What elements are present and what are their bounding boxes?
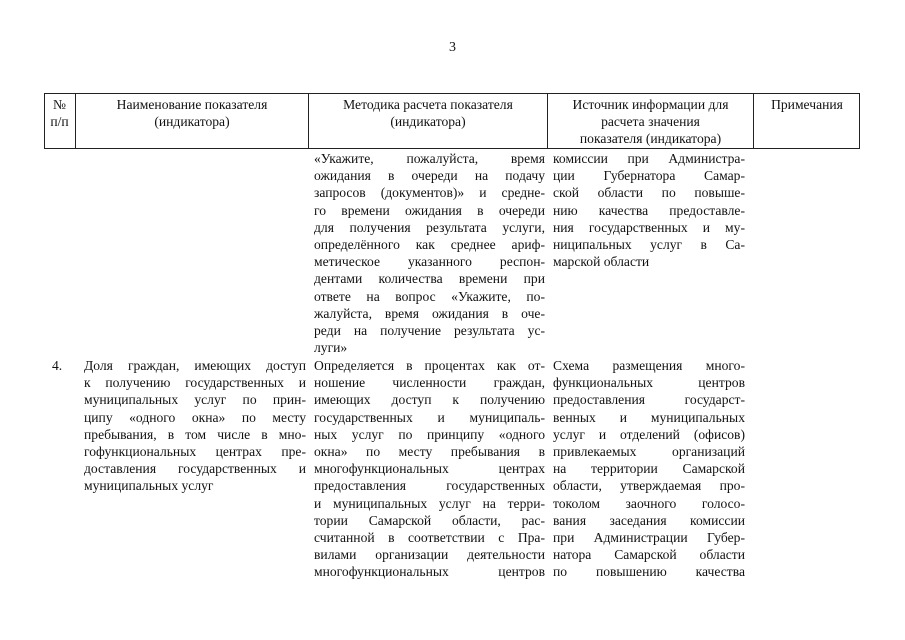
text-line: тории Самарской области, рас- [314,512,545,528]
header-indicator-name-line: Наименование показателя [116,97,268,112]
text-line: многофункциональных центров [314,564,545,580]
text-line: ношение численности граждан, [314,375,545,391]
header-number [44,93,76,148]
text-line: для получения результата услуги, [314,219,545,235]
text-line: предоставления государственных [314,478,545,494]
text-line: жалуйста, время ожидания в оче- [314,305,545,321]
text-line: ниципальных услуг в Са- [553,236,745,252]
header-source-line: показателя (индикатора) [579,131,722,146]
text-line: муниципальных услуг [84,478,214,494]
text-line: нию качества предоставле- [553,202,745,218]
text-line: го времени ожидания в очереди [314,202,545,218]
text-line: метическое указанного респон- [314,254,545,270]
text-line: ответе на вопрос «Укажите, по- [314,288,545,304]
header-source-line: расчета значения [601,114,700,129]
header-notes [754,93,860,148]
text-line: на территории Самарской [553,461,745,477]
text-line: ожидания в очереди на подачу [314,168,545,184]
header-number-line: № [53,97,66,112]
text-line: функциональных центров [553,375,745,391]
text-line: считанной в соответствии с Пра- [314,529,545,545]
text-line: имеющих доступ к получению [314,392,545,408]
continued-method-cell [314,150,545,356]
header-indicator-name-line: (индикатора) [154,114,230,129]
text-line: государственных и муниципаль- [314,409,545,425]
header-method-line: Методика расчета показателя [343,97,513,112]
text-line: реди на получение результата ус- [314,322,545,338]
text-line: вания заседания комиссии [553,512,745,528]
text-line: Схема размещения много- [553,358,745,373]
row4-method-cell [314,357,545,580]
row-number: 4. [52,358,63,373]
text-line: по повышению качества [553,564,745,580]
header-number-line: п/п [50,114,69,129]
text-line: запросов (документов)» и средне- [314,185,545,201]
text-line: токолом заочного голосо- [553,495,745,511]
text-line: натора Самарской области [553,547,745,563]
text-line: муниципальных услуг по прин- [84,392,306,408]
text-line: Доля граждан, имеющих доступ [84,358,306,373]
text-line: дентами количества времени при [314,271,545,287]
text-line: при Администрации Губер- [553,529,745,545]
text-line: марской области [553,254,650,270]
header-notes-line: Примечания [771,97,843,112]
header-source [548,93,754,148]
text-line: гофункциональных центрах пре- [84,443,306,459]
text-line: венных и муниципальных [553,409,745,425]
row4-name-cell [84,357,306,495]
text-line: ных услуг по принципу «одного [314,426,545,442]
text-line: услуг и отделений (офисов) [553,426,745,442]
text-line: предоставления государст- [553,392,745,408]
text-line: луги» [314,340,348,356]
text-line: многофункциональных центрах [314,461,545,477]
row4-source-cell [553,357,745,580]
header-method [309,93,548,148]
text-line: ния государственных и му- [553,219,745,235]
text-line: Определяется в процентах как от- [314,358,545,373]
text-line: определённого как среднее ариф- [314,236,545,252]
text-line: вилами организации деятельности [314,547,545,563]
continued-source-cell [553,150,745,270]
text-line: привлекаемых организаций [553,443,745,459]
header-source-line: Источник информации для [572,97,729,112]
text-line: комиссии при Администра- [553,151,745,166]
text-line: и муниципальных услуг на терри- [314,495,545,511]
text-line: «Укажите, пожалуйста, время [314,151,545,166]
text-line: ципу «одного окна» по месту [84,409,306,425]
text-line: к получению государственных и [84,375,306,391]
text-line: области, утверждаемая про- [553,478,745,494]
text-line: окна» по месту пребывания в [314,443,545,459]
text-line: ции Губернатора Самар- [553,168,745,184]
text-line: ской области по повыше- [553,185,745,201]
text-line: пребывания, в том числе в мно- [84,426,306,442]
text-line: доставления государственных и [84,461,306,477]
header-indicator-name [76,93,309,148]
page-number: 3 [449,40,456,55]
header-method-line: (индикатора) [390,114,466,129]
